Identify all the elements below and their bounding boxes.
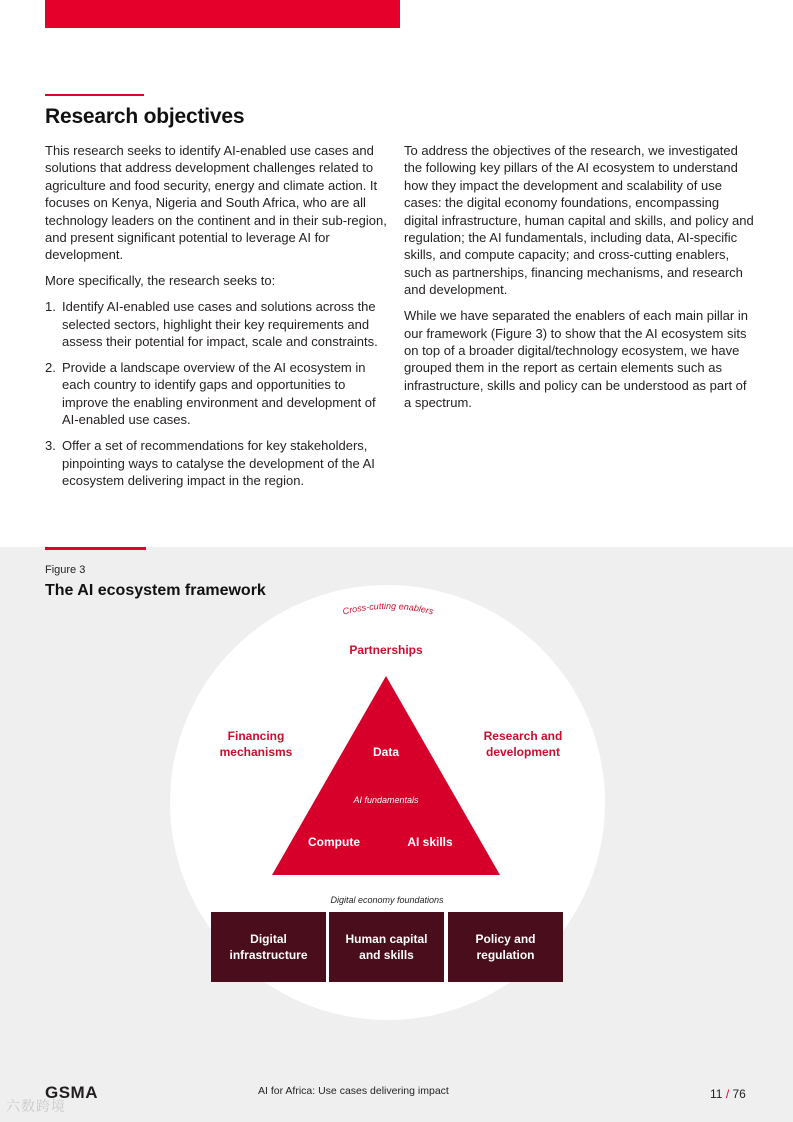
figure-title: The AI ecosystem framework [45, 582, 266, 599]
list-intro: More specifically, the research seeks to: [45, 273, 276, 289]
partnerships-label: Partnerships [349, 643, 423, 657]
intro-paragraph: This research seeks to identify AI-enabled use cases and solutions that address development challenges related to agriculture and food security, energy and climate action. It focuses on Kenya, Nigeria and South Africa, who are all technology leaders on the continent and in their sub-region, and present significant potential to leverage AI for development. [45, 143, 387, 263]
figure-label: Figure 3 [45, 564, 86, 576]
footer-title: AI for Africa: Use cases delivering impact [258, 1085, 449, 1097]
human-capital-box [329, 912, 444, 982]
research-label-line1: Research and [483, 729, 563, 743]
cross-cutting-label: Cross-cutting enablers [341, 600, 435, 617]
list-number: 3. [45, 438, 56, 454]
list-text: Provide a landscape overview of the AI ecosystem in each country to identify gaps and opportunities to improve the enabling environment and development of AI-enabled use cases. [62, 359, 376, 428]
pillars-paragraph: To address the objectives of the research, we investigated the following key pillars of the AI ecosystem to understand how they impact the development and scalability of use cases: the digital economy foundations, encompassing digital infrastructure, human capital and skills, and policy and regulation; the AI fundamentals, including data, AI-specific skills, and compute capacity; and cross-cutting enablers, such as partnerships, financing mechanisms, and research and development. [404, 143, 754, 298]
list-number: 1. [45, 299, 56, 315]
compute-label: Compute [308, 835, 360, 849]
ai-fundamentals-label: AI fundamentals [353, 795, 419, 805]
gsma-logo: GSMA [45, 1083, 98, 1102]
page-separator: / [725, 1087, 730, 1101]
current-page: 11 [710, 1087, 723, 1101]
data-label: Data [372, 745, 400, 759]
box-label: Policy and regulation [475, 932, 536, 962]
policy-regulation-box [448, 912, 563, 982]
list-number: 2. [45, 359, 56, 375]
ai-skills-label: AI skills [407, 835, 453, 849]
box-label: Human capital and skills [345, 932, 428, 962]
framework-paragraph: While we have separated the enablers of each main pillar in our framework (Figure 3) to show that the AI ecosystem sits on top of a broader digital/technology ecosystem, we have grouped them in the report as certain elements such as infrastructure, skills and policy can be understood as part of a spectrum. [404, 308, 748, 411]
digital-foundations-label: Digital economy foundations [330, 895, 444, 905]
financing-label-line1: Financing [227, 729, 285, 743]
watermark: 六数跨境 [6, 1098, 66, 1114]
research-label-line2: development [485, 745, 561, 759]
list-text: Identify AI-enabled use cases and solutions across the selected sectors, highlight their key requirements and assess their potential for impact, scale and constraints. [62, 299, 378, 350]
ai-fundamentals-triangle [272, 676, 500, 875]
total-pages: 76 [732, 1087, 746, 1101]
box-label: Digital infrastructure [229, 932, 308, 962]
page-title: Research objectives [45, 105, 245, 128]
list-text: Offer a set of recommendations for key stakeholders, pinpointing ways to catalyse the development of the AI ecosystem delivering impact in the region. [62, 438, 375, 488]
page-number [710, 1087, 746, 1101]
digital-infrastructure-box [211, 912, 326, 982]
financing-label-line2: mechanisms [219, 745, 293, 759]
